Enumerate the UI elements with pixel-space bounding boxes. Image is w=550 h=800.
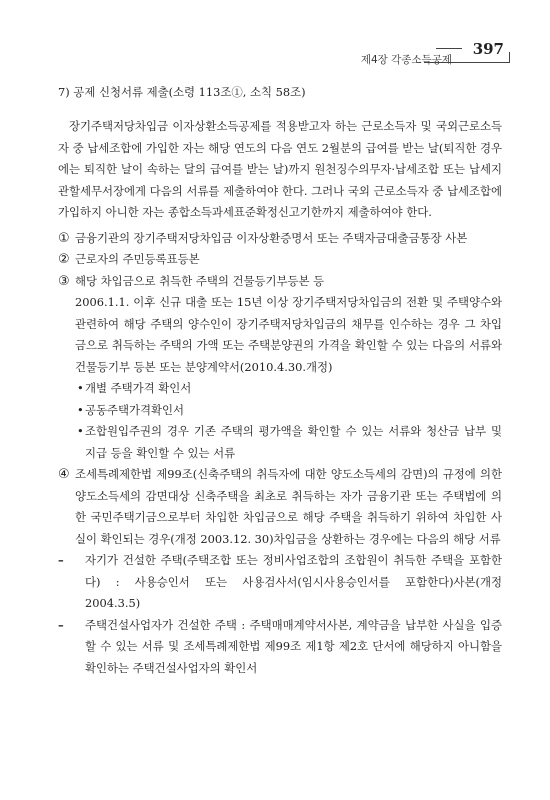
list-item-2 <box>58 249 502 271</box>
item-text: 해당 차입금으로 취득한 주택의 건물등기부등본 등 <box>75 273 325 288</box>
item-number: ① <box>58 230 70 246</box>
dash-text: 자기가 건설한 주택(주택조합 또는 정비사업조합의 조합원이 취득한 주택을 포함한다) : 사용승인서 또는 사용검사서(임시사용승인서를 포함한다)사본(개정 2004.3.5) <box>85 553 502 610</box>
bullet-mark: • <box>77 381 84 395</box>
bullet-item-3 <box>58 421 502 464</box>
intro-paragraph: 장기주택저당차입금 이자상환소득공제를 적용받고자 하는 근로소득자 및 국외근로소득자 중 납세조합에 가입한 자는 해당 연도의 다음 연도 2월분의 급여를 받는 날(퇴직한 경우에는 퇴직한 날이 속하는 달의 급여를 받는 날)까지 원천징수의무자·납세조합 또는 납세지관할세무서장에게 다음의 서류를 제출하여야 한다. 그러나 국외 근로소득자 중 납세조합에 가입하지 아니한 자는 종합소득과세표준확정신고기한까지 제출하여야 한다. <box>58 119 502 219</box>
bullet-text: 조합원입주권의 경우 기존 주택의 평가액을 확인할 수 있는 서류와 청산금 납부 및 지급 등을 확인할 수 있는 서류 <box>85 424 502 460</box>
list-item-3 <box>58 271 502 293</box>
page-header <box>310 40 510 68</box>
list-item-4 <box>58 464 502 550</box>
item-number: ④ <box>58 467 70 482</box>
item-number: ③ <box>58 273 70 289</box>
item-number: ② <box>58 252 70 267</box>
item-text: 금융기관의 장기주택저당차입금 이자상환증명서 또는 주택자금대출금통장 사본 <box>75 230 468 245</box>
dash-mark: – <box>58 617 64 632</box>
section-title: 7) 공제 신청서류 제출(소령 113조①, 소칙 58조) <box>58 85 306 99</box>
header-rule-top <box>436 48 462 49</box>
page-number: 397 <box>472 40 504 58</box>
bullet-item-1 <box>58 378 502 400</box>
dash-item-1 <box>58 550 502 615</box>
header-rule-right <box>509 52 510 62</box>
bullet-mark: • <box>77 424 84 438</box>
bullet-text: 개별 주택가격 확인서 <box>85 381 192 395</box>
dash-item-2 <box>58 615 502 680</box>
item-text: 조세특례제한법 제99조(신축주택의 취득자에 대한 양도소득세의 감면)의 규정에 의한 양도소득세의 감면대상 신축주택을 최초로 취득하는 자가 금융기관 또는 주택법에 의한 국민주택기금으로부터 차입한 차입금으로 해당 주택을 취득하기 위하여 차입한 사실이 확인되는 경우(개정 2003.12. 30)차입금을 상환하는 경우에는 다음의 해당 서류 <box>75 467 502 546</box>
bullet-item-2 <box>58 400 502 422</box>
item-3-detail: 2006.1.1. 이후 신규 대출 또는 15년 이상 장기주택저당차입금의 전환 및 주택양수와 관련하여 해당 주택의 양수인이 장기주택저당차입금의 채무를 인수하는 경우 그 차입금으로 취득하는 주택의 가액 또는 주택분양권의 가격을 확인할 수 있는 다음의 서류와 건물등기부 등본 또는 분양계약서(2010.4.30.개정) <box>75 295 502 374</box>
dash-text: 주택건설사업자가 건설한 주택 : 주택매매계약서사본, 계약금을 납부한 사실을 입증할 수 있는 서류 및 조세특례제한법 제99조 제1항 제2호 단서에 해당하지 아니함을 확인하는 주택건설사업자의 확인서 <box>85 617 502 675</box>
page-body <box>58 84 502 679</box>
list-item-1 <box>58 228 502 250</box>
item-text: 근로자의 주민등록표등본 <box>75 252 200 266</box>
header-rule-underline <box>424 62 510 63</box>
dash-mark: – <box>58 553 64 567</box>
bullet-mark: • <box>77 402 84 417</box>
bullet-text: 공동주택가격확인서 <box>85 402 185 417</box>
chapter-title: 제4장 각종소득공제 <box>360 54 452 66</box>
